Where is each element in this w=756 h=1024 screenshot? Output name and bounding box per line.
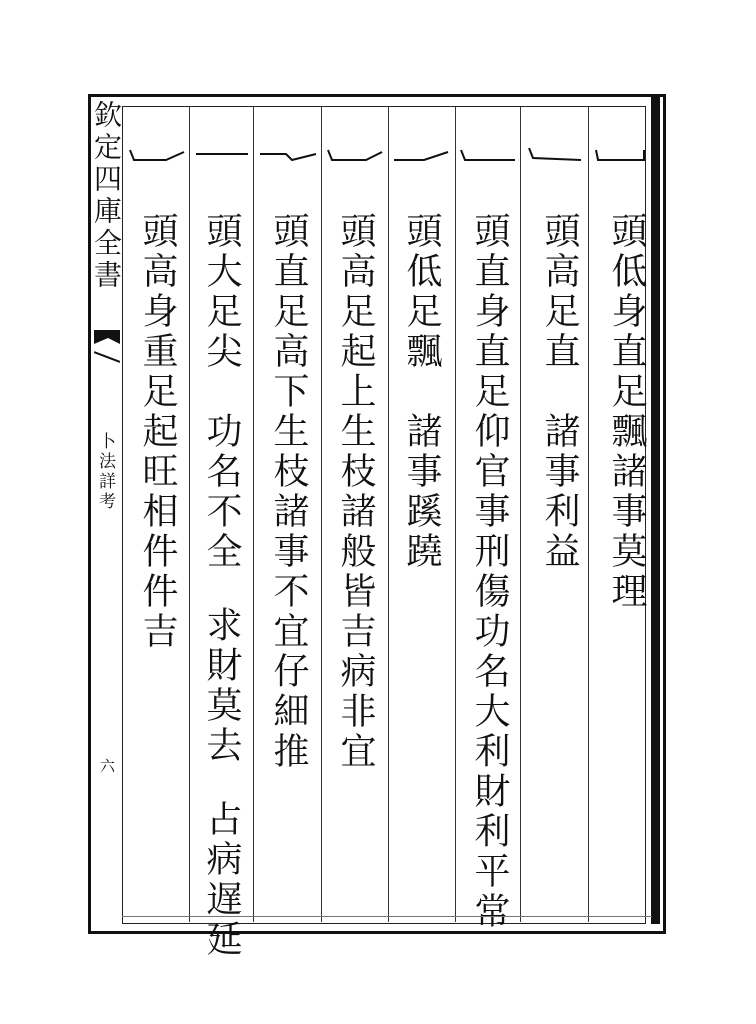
text-column bbox=[537, 212, 581, 572]
crack-description: 頭高足起上生枝 bbox=[335, 212, 376, 492]
bottom-rule bbox=[122, 916, 652, 929]
crack-description: 頭低足飄 bbox=[401, 212, 442, 372]
column-rule bbox=[455, 107, 456, 922]
crack-diagram bbox=[326, 148, 384, 162]
divination-result-2: 求財莫去 bbox=[201, 606, 242, 766]
text-column bbox=[199, 212, 243, 960]
divination-result: 諸事蹊蹺 bbox=[401, 412, 442, 572]
crack-diagram bbox=[128, 148, 186, 162]
divination-result: 功名不全 bbox=[201, 412, 242, 572]
divination-result: 旺相件件吉 bbox=[137, 452, 178, 652]
text-column bbox=[135, 212, 179, 652]
column-rule bbox=[321, 107, 322, 922]
fish-tail-mark bbox=[94, 330, 120, 370]
crack-description: 頭大足尖 bbox=[201, 212, 242, 372]
crack-description: 頭直足高下生枝 bbox=[268, 212, 309, 492]
column-rule bbox=[253, 107, 254, 922]
crack-description: 頭直身直足仰 bbox=[469, 212, 510, 452]
divination-result: 諸事利益 bbox=[539, 412, 580, 572]
crack-diagram bbox=[392, 148, 450, 162]
crack-diagram bbox=[258, 148, 318, 162]
text-column bbox=[266, 212, 310, 772]
text-column bbox=[604, 212, 648, 612]
divination-result: 諸般皆吉病非宜 bbox=[335, 492, 376, 772]
column-rule bbox=[588, 107, 589, 922]
crack-description: 頭高足直 bbox=[539, 212, 580, 372]
book-title: 欽定四庫全書 bbox=[90, 100, 123, 292]
crack-diagram bbox=[194, 148, 250, 162]
divination-result-3: 占病遅延 bbox=[201, 800, 242, 960]
divination-result: 官事刑傷功名大利財利平常 bbox=[469, 452, 510, 932]
page-number: 六 bbox=[98, 758, 116, 773]
text-column bbox=[333, 212, 377, 772]
page-border-right bbox=[651, 94, 660, 924]
text-column bbox=[399, 212, 443, 572]
divination-result: 諸事不宜仔細推 bbox=[268, 492, 309, 772]
column-rule bbox=[520, 107, 521, 922]
crack-diagram bbox=[594, 148, 646, 162]
crack-description: 頭低身直足飄 bbox=[606, 212, 647, 452]
crack-description: 頭高身重足起 bbox=[137, 212, 178, 452]
column-rule bbox=[189, 107, 190, 922]
column-rule bbox=[388, 107, 389, 922]
crack-diagram bbox=[459, 148, 517, 162]
divination-result: 諸事莫理 bbox=[606, 452, 647, 612]
crack-diagram bbox=[527, 148, 583, 162]
section-title: 卜法詳考 bbox=[95, 432, 115, 512]
text-column bbox=[467, 212, 511, 932]
